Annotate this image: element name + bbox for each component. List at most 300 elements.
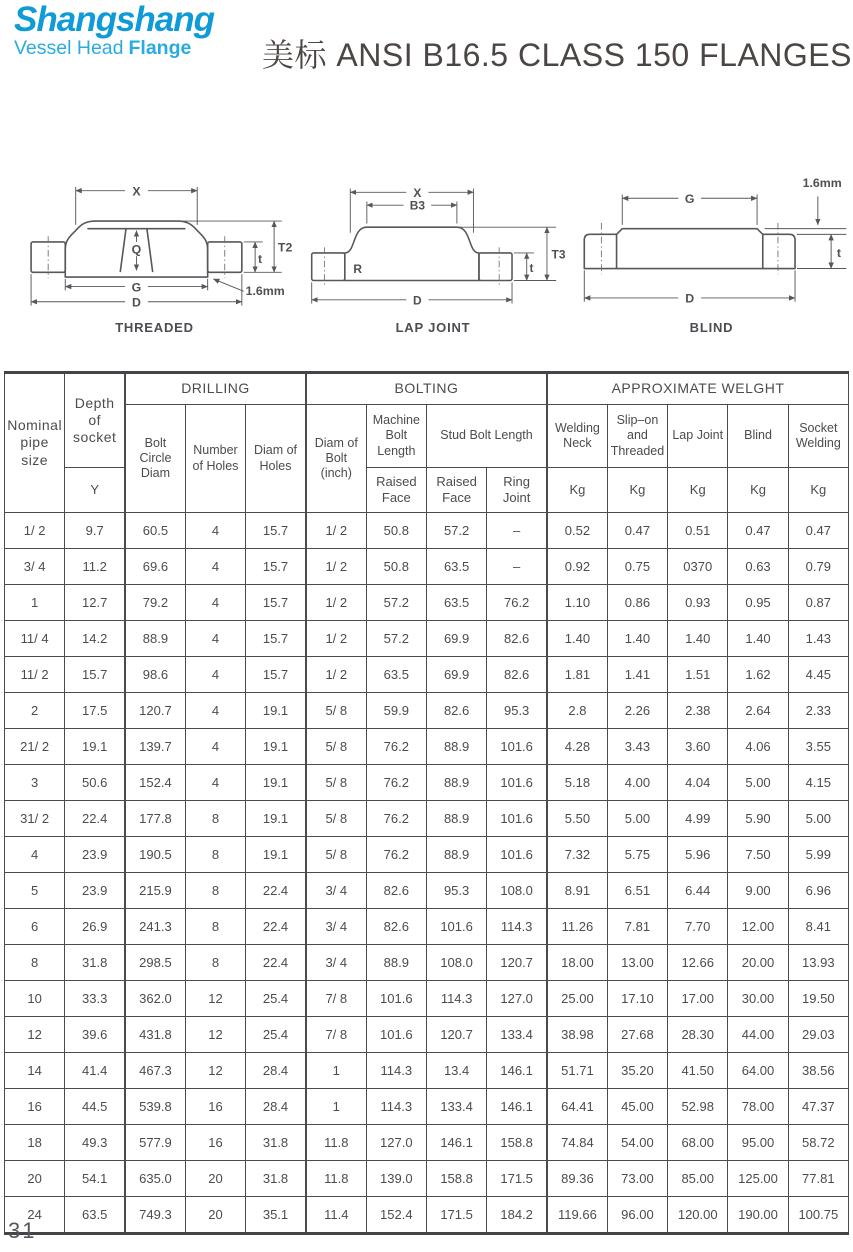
data-cell: 1	[306, 1089, 366, 1125]
nominal-size-cell: 24	[5, 1197, 65, 1234]
data-cell: 7.81	[607, 909, 667, 945]
data-cell: 152.4	[366, 1197, 426, 1234]
data-cell: 2.38	[668, 693, 728, 729]
data-cell: 88.9	[426, 765, 486, 801]
data-cell: 0.47	[788, 513, 848, 549]
data-cell: 41.4	[65, 1053, 125, 1089]
data-cell: 59.9	[366, 693, 426, 729]
data-cell: 11.4	[306, 1197, 366, 1234]
data-cell: 16	[185, 1089, 245, 1125]
table-row	[5, 981, 849, 1017]
nominal-size-cell: 11/ 4	[5, 621, 65, 657]
data-cell: 146.1	[426, 1125, 486, 1161]
col-header-number-of-holes: Number of Holes	[185, 405, 245, 513]
data-cell: 45.00	[607, 1089, 667, 1125]
data-cell: 1.40	[547, 621, 607, 657]
table-row	[5, 1125, 849, 1161]
data-cell: 27.68	[607, 1017, 667, 1053]
data-cell: 4	[185, 513, 245, 549]
data-cell: 57.2	[366, 585, 426, 621]
data-cell: 8.91	[547, 873, 607, 909]
table-row	[5, 621, 849, 657]
data-cell: 3/ 4	[306, 873, 366, 909]
dim-label-g: G	[131, 280, 142, 295]
table-row	[5, 945, 849, 981]
subheader-y: Y	[65, 468, 125, 513]
data-cell: 4	[185, 621, 245, 657]
data-cell: 15.7	[246, 657, 306, 693]
data-cell: 50.6	[65, 765, 125, 801]
dim-label-t: t	[529, 261, 534, 276]
table-row	[5, 585, 849, 621]
data-cell: 30.00	[728, 981, 788, 1017]
data-cell: 22.4	[246, 945, 306, 981]
nominal-size-cell: 3	[5, 765, 65, 801]
blind-flange-diagram	[569, 166, 853, 316]
data-cell: 125.00	[728, 1161, 788, 1197]
data-cell: 635.0	[125, 1161, 185, 1197]
data-cell: 0.79	[788, 549, 848, 585]
nominal-size-cell: 21/ 2	[5, 729, 65, 765]
dim-label-g: G	[684, 192, 695, 207]
data-cell: 19.1	[246, 837, 306, 873]
data-cell: 13.00	[607, 945, 667, 981]
data-cell: 35.1	[246, 1197, 306, 1234]
data-cell: 57.2	[366, 621, 426, 657]
data-cell: 54.00	[607, 1125, 667, 1161]
data-cell: 26.9	[65, 909, 125, 945]
data-cell: 19.1	[246, 801, 306, 837]
data-cell: 13.93	[788, 945, 848, 981]
data-cell: 12	[185, 981, 245, 1017]
dim-label-x: X	[132, 184, 141, 199]
data-cell: 19.1	[246, 693, 306, 729]
data-cell: 5/ 8	[306, 801, 366, 837]
data-cell: 127.0	[366, 1125, 426, 1161]
threaded-flange-diagram	[12, 166, 297, 316]
table-row	[5, 657, 849, 693]
data-cell: 7.32	[547, 837, 607, 873]
data-cell: 133.4	[426, 1089, 486, 1125]
logo-tagline-vessel-head: Vessel Head	[14, 37, 124, 59]
data-cell: 35.20	[607, 1053, 667, 1089]
data-cell: 88.9	[426, 801, 486, 837]
data-cell: 51.71	[547, 1053, 607, 1089]
data-cell: 88.9	[426, 729, 486, 765]
table-row	[5, 1197, 849, 1234]
data-cell: 4	[185, 693, 245, 729]
data-cell: 3/ 4	[306, 909, 366, 945]
data-cell: 63.5	[366, 657, 426, 693]
data-cell: 2.26	[607, 693, 667, 729]
data-cell: 89.36	[547, 1161, 607, 1197]
data-cell: 114.3	[426, 981, 486, 1017]
drawing-threaded	[12, 166, 297, 335]
dim-label-t2: T2	[277, 240, 293, 255]
data-cell: 38.56	[788, 1053, 848, 1089]
data-cell: 31.8	[246, 1125, 306, 1161]
data-cell: 8.41	[788, 909, 848, 945]
data-cell: 47.37	[788, 1089, 848, 1125]
data-cell: 1/ 2	[306, 657, 366, 693]
data-cell: 25.4	[246, 981, 306, 1017]
data-cell: 64.00	[728, 1053, 788, 1089]
table-row	[5, 1161, 849, 1197]
data-cell: 13.4	[426, 1053, 486, 1089]
subheader-stud-raised-face: Raised Face	[426, 468, 486, 513]
dim-label-t3: T3	[551, 247, 566, 262]
page-number: 31	[8, 1218, 37, 1243]
data-cell: 4	[185, 765, 245, 801]
data-cell: 41.50	[668, 1053, 728, 1089]
nominal-size-cell: 14	[5, 1053, 65, 1089]
data-cell: 4.04	[668, 765, 728, 801]
dim-label-r: R	[353, 262, 362, 277]
data-cell: 16	[185, 1125, 245, 1161]
data-cell: 8	[185, 873, 245, 909]
data-cell: 4.28	[547, 729, 607, 765]
data-cell: 19.1	[246, 729, 306, 765]
data-cell: 11.26	[547, 909, 607, 945]
group-header-drilling: DRILLING	[125, 373, 306, 405]
data-cell: 4	[185, 549, 245, 585]
nominal-size-cell: 6	[5, 909, 65, 945]
data-cell: 8	[185, 909, 245, 945]
data-cell: 152.4	[125, 765, 185, 801]
col-header-nominal-pipe-size: Nominal pipe size	[5, 373, 65, 513]
data-cell: 1.40	[728, 621, 788, 657]
data-cell: 20	[185, 1197, 245, 1234]
data-cell: 5.90	[728, 801, 788, 837]
data-cell: 12	[185, 1053, 245, 1089]
nominal-size-cell: 16	[5, 1089, 65, 1125]
data-cell: 54.1	[65, 1161, 125, 1197]
data-cell: 76.2	[366, 765, 426, 801]
dim-label-d: D	[132, 295, 141, 310]
flange-spec-table	[4, 371, 849, 1235]
col-header-blind: Blind	[728, 405, 788, 468]
data-cell: 82.6	[487, 657, 547, 693]
data-cell: 25.00	[547, 981, 607, 1017]
nominal-size-cell: 20	[5, 1161, 65, 1197]
data-cell: 11.8	[306, 1161, 366, 1197]
data-cell: 6.51	[607, 873, 667, 909]
data-cell: 0.51	[668, 513, 728, 549]
data-cell: 79.2	[125, 585, 185, 621]
data-cell: 31.8	[65, 945, 125, 981]
subheader-kg-lap-joint: Kg	[668, 468, 728, 513]
data-cell: 9.7	[65, 513, 125, 549]
caption-lap-joint: LAP JOINT	[395, 320, 471, 335]
data-cell: 60.5	[125, 513, 185, 549]
data-cell: 3.60	[668, 729, 728, 765]
data-cell: 22.4	[246, 909, 306, 945]
data-cell: 19.50	[788, 981, 848, 1017]
data-cell: 5/ 8	[306, 729, 366, 765]
data-cell: 25.4	[246, 1017, 306, 1053]
data-cell: 5.00	[607, 801, 667, 837]
data-cell: 5/ 8	[306, 765, 366, 801]
data-cell: 5.50	[547, 801, 607, 837]
data-cell: 2.33	[788, 693, 848, 729]
data-cell: 44.5	[65, 1089, 125, 1125]
group-header-approximate-weight: APPROXIMATE WELGHT	[547, 373, 848, 405]
data-cell: 1.81	[547, 657, 607, 693]
data-cell: 0.47	[728, 513, 788, 549]
data-cell: 241.3	[125, 909, 185, 945]
data-cell: 119.66	[547, 1197, 607, 1234]
data-cell: 19.1	[65, 729, 125, 765]
data-cell: 4	[185, 585, 245, 621]
data-cell: 11.8	[306, 1125, 366, 1161]
data-cell: 17.00	[668, 981, 728, 1017]
subheader-kg-slip-on: Kg	[607, 468, 667, 513]
group-header-bolting: BOLTING	[306, 373, 547, 405]
data-cell: 171.5	[426, 1197, 486, 1234]
data-cell: 19.1	[246, 765, 306, 801]
dim-label-raised-face: 1.6mm	[802, 175, 842, 190]
data-cell: 1.41	[607, 657, 667, 693]
data-cell: 22.4	[65, 801, 125, 837]
data-cell: 9.00	[728, 873, 788, 909]
table-row	[5, 1089, 849, 1125]
data-cell: 3/ 4	[306, 945, 366, 981]
data-cell: 63.5	[65, 1197, 125, 1234]
dim-label-b3: B3	[409, 198, 426, 213]
col-header-bolt-circle-diam: Bolt Circle Diam	[125, 405, 185, 513]
data-cell: 1.40	[668, 621, 728, 657]
col-header-depth-of-socket: Depth of socket	[65, 373, 125, 468]
dim-label-d: D	[685, 291, 695, 306]
data-cell: 28.4	[246, 1053, 306, 1089]
data-cell: 11.2	[65, 549, 125, 585]
data-cell: 4	[185, 657, 245, 693]
table-body	[5, 513, 849, 1234]
dim-label-x: X	[413, 185, 422, 200]
logo-brand-text: Shangshang	[14, 0, 215, 39]
caption-blind: BLIND	[689, 320, 734, 335]
data-cell: 15.7	[246, 549, 306, 585]
table-row	[5, 801, 849, 837]
data-cell: 69.6	[125, 549, 185, 585]
data-cell: 114.3	[366, 1053, 426, 1089]
data-cell: 4.45	[788, 657, 848, 693]
flange-spec-table-wrap	[4, 371, 849, 1235]
nominal-size-cell: 8	[5, 945, 65, 981]
data-cell: 64.41	[547, 1089, 607, 1125]
page-title: 美标 ANSI B16.5 CLASS 150 FLANGES	[262, 37, 852, 73]
data-cell: 0.47	[607, 513, 667, 549]
data-cell: 7.50	[728, 837, 788, 873]
data-cell: 101.6	[487, 729, 547, 765]
data-cell: 73.00	[607, 1161, 667, 1197]
data-cell: 1.43	[788, 621, 848, 657]
data-cell: 539.8	[125, 1089, 185, 1125]
data-cell: 17.5	[65, 693, 125, 729]
nominal-size-cell: 1	[5, 585, 65, 621]
data-cell: 76.2	[366, 801, 426, 837]
nominal-size-cell: 18	[5, 1125, 65, 1161]
lap-joint-flange-diagram	[297, 166, 569, 316]
data-cell: 171.5	[487, 1161, 547, 1197]
dim-label-d: D	[413, 293, 422, 308]
data-cell: –	[487, 513, 547, 549]
data-cell: 96.00	[607, 1197, 667, 1234]
data-cell: 95.3	[487, 693, 547, 729]
logo-tagline	[14, 38, 244, 59]
data-cell: 101.6	[366, 981, 426, 1017]
data-cell: 0.86	[607, 585, 667, 621]
data-cell: 69.9	[426, 621, 486, 657]
subheader-machine-raised-face: Raised Face	[366, 468, 426, 513]
data-cell: 44.00	[728, 1017, 788, 1053]
data-cell: 15.7	[246, 621, 306, 657]
col-header-slip-on-threaded: Slip–on and Threaded	[607, 405, 667, 468]
data-cell: 8	[185, 801, 245, 837]
data-cell: 215.9	[125, 873, 185, 909]
data-cell: 7/ 8	[306, 1017, 366, 1053]
data-cell: 8	[185, 945, 245, 981]
data-cell: 28.30	[668, 1017, 728, 1053]
subheader-kg-socket-welding: Kg	[788, 468, 848, 513]
data-cell: 4.15	[788, 765, 848, 801]
nominal-size-cell: 10	[5, 981, 65, 1017]
table-row	[5, 873, 849, 909]
data-cell: 0.63	[728, 549, 788, 585]
data-cell: 76.2	[366, 837, 426, 873]
data-cell: 2.64	[728, 693, 788, 729]
data-cell: 15.7	[65, 657, 125, 693]
data-cell: 108.0	[426, 945, 486, 981]
data-cell: 101.6	[426, 909, 486, 945]
data-cell: 120.00	[668, 1197, 728, 1234]
table-row	[5, 513, 849, 549]
data-cell: 38.98	[547, 1017, 607, 1053]
data-cell: 749.3	[125, 1197, 185, 1234]
data-cell: 108.0	[487, 873, 547, 909]
data-cell: 5.99	[788, 837, 848, 873]
company-logo	[14, 2, 244, 59]
data-cell: 0.87	[788, 585, 848, 621]
caption-threaded: THREADED	[115, 320, 194, 335]
data-cell: 12.7	[65, 585, 125, 621]
data-cell: 4.00	[607, 765, 667, 801]
data-cell: 5.75	[607, 837, 667, 873]
data-cell: 5.18	[547, 765, 607, 801]
table-row	[5, 837, 849, 873]
data-cell: 15.7	[246, 513, 306, 549]
data-cell: 1.51	[668, 657, 728, 693]
table-row	[5, 549, 849, 585]
data-cell: 1.62	[728, 657, 788, 693]
data-cell: 63.5	[426, 585, 486, 621]
data-cell: 69.9	[426, 657, 486, 693]
data-cell: 88.9	[426, 837, 486, 873]
col-header-diam-of-holes: Diam of Holes	[246, 405, 306, 513]
data-cell: 77.81	[788, 1161, 848, 1197]
data-cell: 0.95	[728, 585, 788, 621]
data-cell: 1	[306, 1053, 366, 1089]
data-cell: 0.93	[668, 585, 728, 621]
data-cell: 120.7	[487, 945, 547, 981]
data-cell: 98.6	[125, 657, 185, 693]
data-cell: 3.55	[788, 729, 848, 765]
data-cell: 7/ 8	[306, 981, 366, 1017]
data-cell: 158.8	[487, 1125, 547, 1161]
nominal-size-cell: 3/ 4	[5, 549, 65, 585]
data-cell: 0.75	[607, 549, 667, 585]
subheader-kg-blind: Kg	[728, 468, 788, 513]
data-cell: 4.99	[668, 801, 728, 837]
data-cell: 0.92	[547, 549, 607, 585]
dim-label-raised-face: 1.6mm	[245, 284, 285, 299]
data-cell: 31.8	[246, 1161, 306, 1197]
data-cell: 76.2	[366, 729, 426, 765]
data-cell: 114.3	[366, 1089, 426, 1125]
dim-label-t: t	[257, 251, 263, 266]
data-cell: 1/ 2	[306, 585, 366, 621]
data-cell: 5/ 8	[306, 693, 366, 729]
data-cell: 1/ 2	[306, 513, 366, 549]
col-header-stud-bolt-length: Stud Bolt Length	[426, 405, 547, 468]
data-cell: 1/ 2	[306, 621, 366, 657]
table-row	[5, 1053, 849, 1089]
col-header-diam-of-bolt: Diam of Bolt (inch)	[306, 405, 366, 513]
flange-drawings	[0, 166, 853, 335]
data-cell: 190.00	[728, 1197, 788, 1234]
data-cell: 49.3	[65, 1125, 125, 1161]
data-cell: 82.6	[366, 909, 426, 945]
table-row	[5, 909, 849, 945]
nominal-size-cell: 31/ 2	[5, 801, 65, 837]
data-cell: 95.00	[728, 1125, 788, 1161]
data-cell: 1/ 2	[306, 549, 366, 585]
data-cell: 146.1	[487, 1089, 547, 1125]
data-cell: 58.72	[788, 1125, 848, 1161]
data-cell: 8	[185, 837, 245, 873]
logo-tagline-flange: Flange	[128, 37, 192, 59]
nominal-size-cell: 2	[5, 693, 65, 729]
data-cell: 29.03	[788, 1017, 848, 1053]
data-cell: 82.6	[426, 693, 486, 729]
data-cell: 177.8	[125, 801, 185, 837]
data-cell: 1.10	[547, 585, 607, 621]
drawing-blind	[569, 166, 853, 335]
data-cell: 362.0	[125, 981, 185, 1017]
data-cell: 95.3	[426, 873, 486, 909]
data-cell: 12	[185, 1017, 245, 1053]
data-cell: 6.44	[668, 873, 728, 909]
data-cell: –	[487, 549, 547, 585]
data-cell: 50.8	[366, 549, 426, 585]
data-cell: 88.9	[125, 621, 185, 657]
data-cell: 18.00	[547, 945, 607, 981]
data-cell: 57.2	[426, 513, 486, 549]
data-cell: 184.2	[487, 1197, 547, 1234]
data-cell: 33.3	[65, 981, 125, 1017]
col-header-machine-bolt-length: Machine Bolt Length	[366, 405, 426, 468]
data-cell: 0370	[668, 549, 728, 585]
data-cell: 2.8	[547, 693, 607, 729]
data-cell: 85.00	[668, 1161, 728, 1197]
data-cell: 74.84	[547, 1125, 607, 1161]
data-cell: 0.52	[547, 513, 607, 549]
data-cell: 101.6	[487, 837, 547, 873]
data-cell: 15.7	[246, 585, 306, 621]
data-cell: 52.98	[668, 1089, 728, 1125]
dim-label-t: t	[836, 246, 841, 261]
nominal-size-cell: 1/ 2	[5, 513, 65, 549]
